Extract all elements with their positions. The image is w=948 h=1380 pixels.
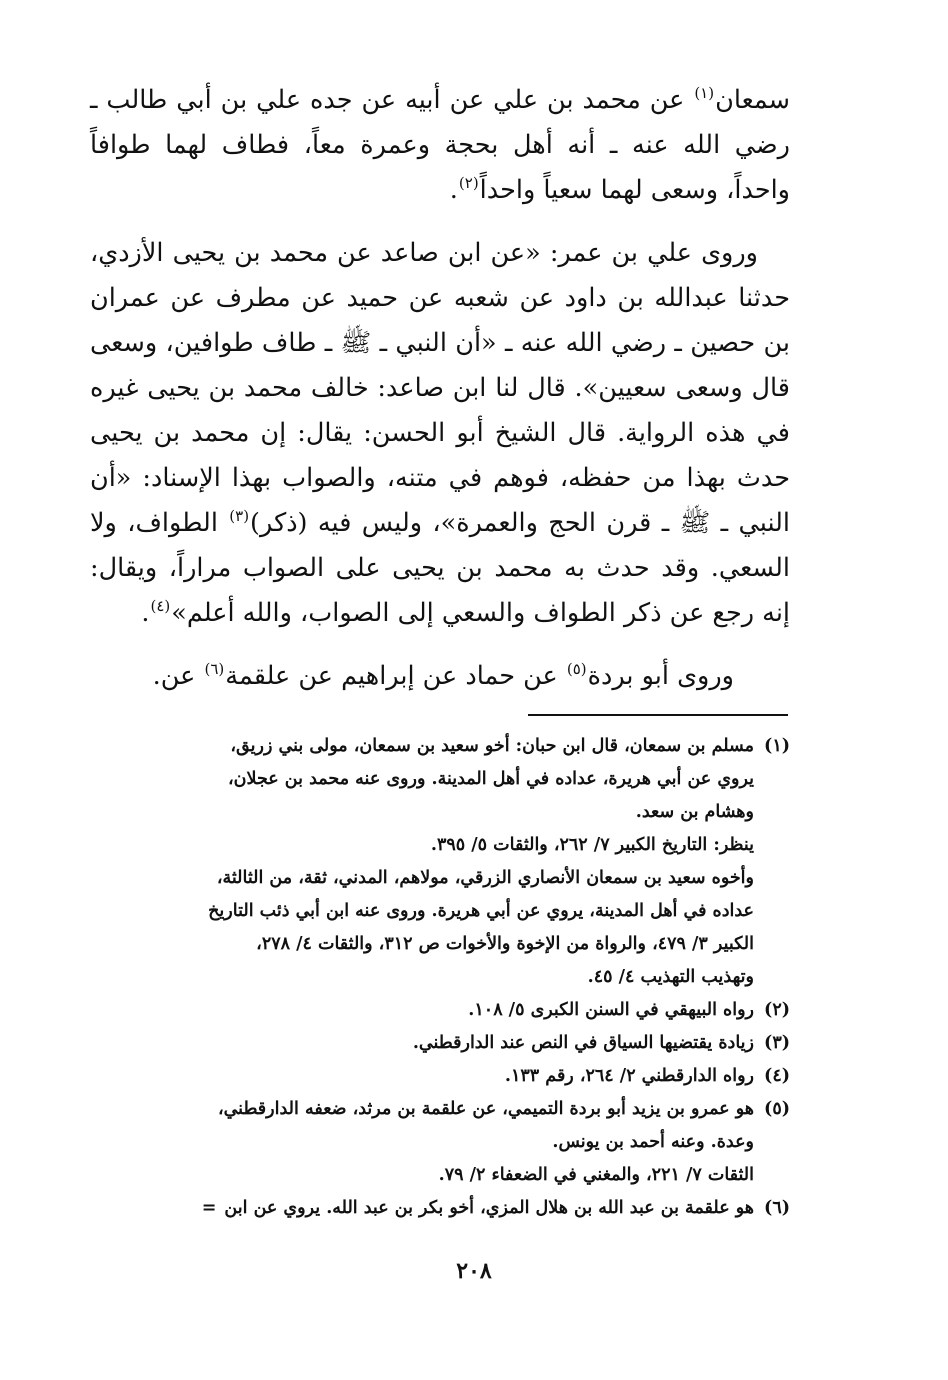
paragraph-1-text-b: عن محمد بن علي عن أبيه عن جده علي بن أبي طالب ـ رضي الله عنه ـ أنه أهل بحجة وعمرة معاً، فطاف لهما طوافاً واحداً، وسعى لهما سعياً واحداً — [90, 85, 790, 205]
footnote-ref-5: (٥) — [566, 660, 587, 678]
footnote-line: رواه البيهقي في السنن الكبرى ٥/ ١٠٨. — [468, 1000, 754, 1020]
footnote-6 — [90, 1192, 790, 1225]
footnote-separator — [528, 714, 788, 716]
footnote-1 — [90, 730, 790, 994]
footnote-body — [90, 730, 754, 994]
continuation-mark: = — [201, 1198, 217, 1218]
main-text — [90, 78, 790, 699]
footnote-line: وتهذيب التهذيب ٤/ ٤٥. — [587, 967, 754, 987]
paragraph-1-text-c: . — [449, 175, 458, 205]
footnote-line: رواه الدارقطني ٢/ ٢٦٤، رقم ١٣٣. — [504, 1066, 754, 1086]
footnote-line: يروي عن أبي هريرة، عداده في أهل المدينة. وروى عنه محمد بن عجلان، — [228, 769, 754, 789]
footnote-3 — [90, 1027, 790, 1060]
footnote-body — [90, 1093, 754, 1192]
footnote-line: عداده في أهل المدينة، يروي عن أبي هريرة. وروى عنه ابن أبي ذئب التاريخ — [208, 901, 754, 921]
footnote-line: الثقات ٧/ ٢٢١، والمغني في الضعفاء ٢/ ٧٩. — [438, 1165, 754, 1185]
footnote-line: زيادة يقتضيها السياق في النص عند الدارقطني. — [412, 1033, 754, 1053]
footnote-ref-3: (٣) — [229, 507, 250, 525]
page-number: ٢٠٨ — [456, 1258, 492, 1284]
footnote-number: (٣) — [764, 1033, 790, 1053]
paragraph-2 — [90, 231, 790, 636]
footnote-ref-6: (٦) — [204, 660, 225, 678]
paragraph-2-text-a: وروى علي بن عمر: «عن ابن صاعد عن محمد بن يحيى الأزدي، حدثنا عبدالله بن داود عن شعبه عن حميد عن مطرف عن عمران بن حصين ـ رضي الله عنه ـ «أن النبي ـ ﷺ ـ طاف طوافين، وسعى قال وسعى سعيين». قال لنا ابن صاعد: خالف محمد بن يحيى غيره في هذه الرواية. قال الشيخ أبو الحسن: يقال: إن محمد بن يحيى حدث بهذا من حفظه، فوهم في متنه، والصواب بهذا الإسناد: «أن النبي ـ ﷺ ـ قرن الحج والعمرة»، وليس فيه (ذكر) — [90, 238, 790, 538]
footnote-line: وهشام بن سعد. — [635, 802, 754, 822]
footnote-line: مسلم بن سمعان، قال ابن حبان: أخو سعيد بن سمعان، مولى بني زريق، — [230, 736, 754, 756]
footnote-line: ينظر: التاريخ الكبير ٧/ ٢٦٢، والثقات ٥/ ٣٩٥. — [430, 835, 754, 855]
footnotes — [90, 730, 790, 1225]
paragraph-2-text-c: . — [141, 598, 150, 628]
paragraph-3-text-b: عن حماد عن إبراهيم عن علقمة — [225, 661, 566, 691]
footnote-line: هو عمرو بن يزيد أبو بردة التميمي، عن علقمة بن مرثد، ضعفه الدارقطني، — [217, 1099, 754, 1119]
footnote-body — [90, 1192, 754, 1225]
footnote-number: (٢) — [764, 1000, 790, 1020]
footnote-ref-1: (١) — [694, 84, 715, 102]
footnote-2 — [90, 994, 790, 1027]
footnote-body — [90, 1027, 754, 1060]
footnote-line: وأخوه سعيد بن سمعان الأنصاري الزرقي، مولاهم، المدني، ثقة، من الثالثة، — [216, 868, 754, 888]
paragraph-3 — [90, 654, 790, 699]
footnote-body — [90, 994, 754, 1027]
footnote-line: وعدة. وعنه أحمد بن يونس. — [552, 1132, 754, 1152]
footnote-4 — [90, 1060, 790, 1093]
footnote-5 — [90, 1093, 790, 1192]
footnote-number: (٥) — [764, 1099, 790, 1119]
footnote-line: الكبير ٣/ ٤٧٩، والرواة من الإخوة والأخوات ص ٣١٢، والثقات ٤/ ٢٧٨، — [256, 934, 754, 954]
footnote-number: (٦) — [764, 1198, 790, 1218]
paragraph-2-text-b: الطواف، ولا السعي. وقد حدث به محمد بن يحيى على الصواب مراراً، ويقال: إنه رجع عن ذكر الطواف والسعي إلى الصواب، والله أعلم» — [90, 508, 790, 628]
footnote-ref-4: (٤) — [150, 597, 171, 615]
footnote-line-text: هو علقمة بن عبد الله بن هلال المزي، أخو بكر بن عبد الله. يروي عن ابن — [224, 1198, 754, 1218]
footnote-number: (٤) — [764, 1066, 790, 1086]
footnote-line — [90, 1192, 754, 1225]
footnote-number: (١) — [764, 736, 790, 756]
paragraph-1 — [90, 78, 790, 213]
paragraph-1-text-a: سمعان — [715, 85, 790, 115]
footnote-body — [90, 1060, 754, 1093]
footnote-ref-2: (٢) — [458, 174, 479, 192]
paragraph-3-text-a: وروى أبو بردة — [587, 661, 734, 691]
paragraph-3-text-c: عن. — [152, 661, 204, 691]
